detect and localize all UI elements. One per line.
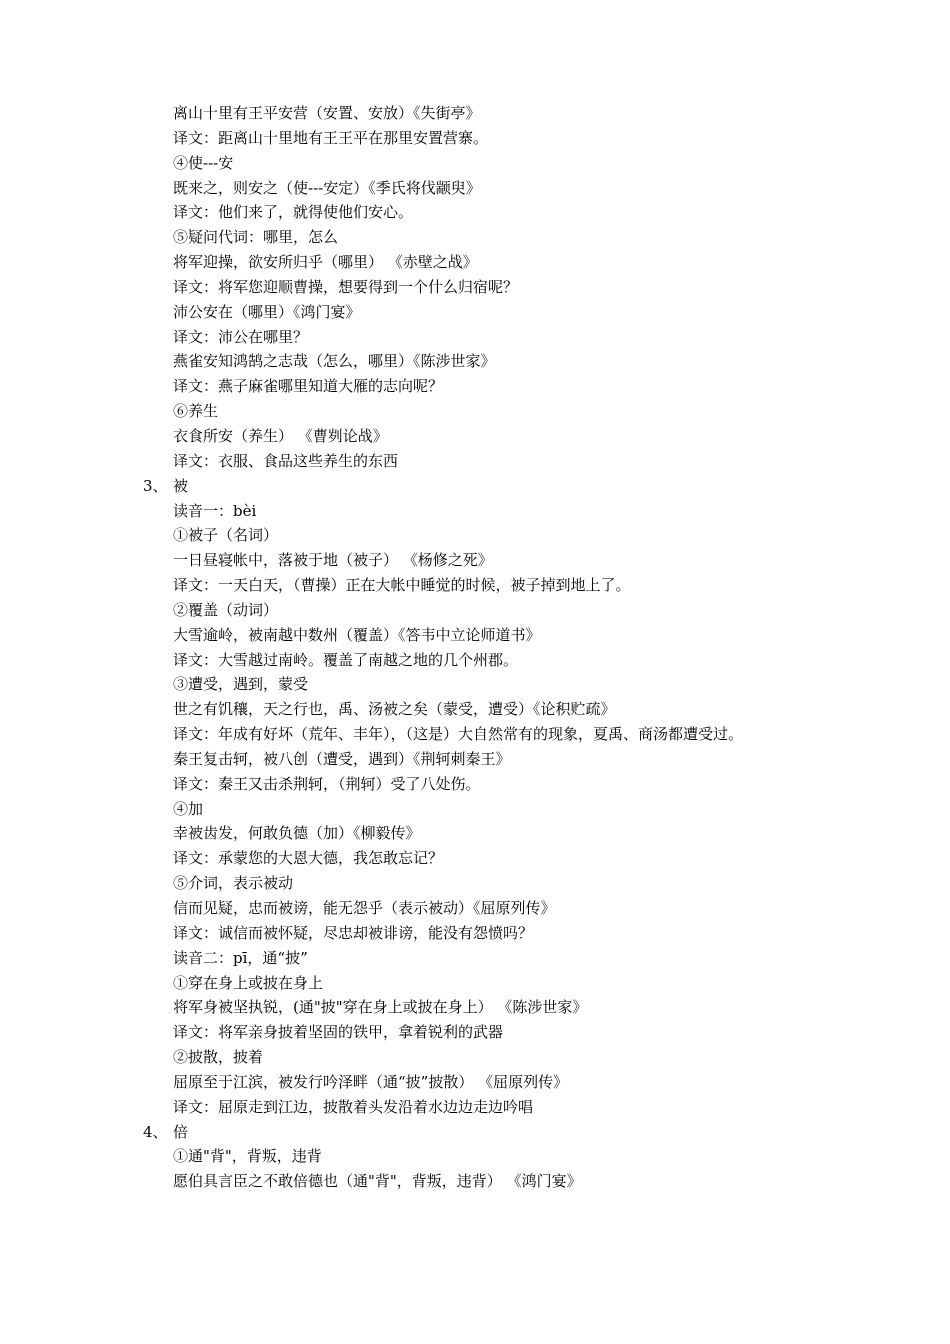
text-line: 一日昼寝帐中，落被于地（被子） 《杨修之死》: [173, 551, 493, 570]
section-heading: [0, 474, 950, 499]
text-line: ③遭受，遇到，蒙受: [173, 675, 309, 694]
text-line: 信而见疑，忠而被谤，能无怨乎（表示被动）《屈原列传》: [173, 899, 556, 917]
text-line: 大雪逾岭，被南越中数州（覆盖）《答韦中立论师道书》: [173, 625, 541, 644]
text-line: ②覆盖（动词）: [173, 600, 279, 619]
text-line: 读音二：pī，通“披”: [173, 948, 308, 967]
text-line: 译文：燕子麻雀哪里知道大雁的志向呢？: [173, 377, 444, 396]
text-line: 译文：承蒙您的大恩大德，我怎敢忘记？: [173, 849, 444, 868]
text-line: 译文：将军您迎顺曹操，想要得到一个什么归宿呢？: [173, 277, 519, 296]
text-line: 将军身被坚执锐，(通"披"穿在身上或披在身上） 《陈涉世家》: [173, 998, 588, 1017]
text-line: 译文：屈原走到江边，披散着头发沿着水边边走边吟唱: [173, 1097, 534, 1116]
text-line: 译文：衣服、食品这些养生的东西: [173, 451, 399, 470]
section-number: 4、: [143, 1122, 168, 1141]
text-line: 译文：一天白天，（曹操）正在大帐中睡觉的时候，被子掉到地上了。: [173, 576, 631, 595]
text-line: ⑤疑问代词：哪里，怎么: [173, 228, 339, 247]
section-title: 被: [173, 476, 189, 495]
text-line: 离山十里有王平安营（安置、安放）《失街亭》: [173, 104, 481, 122]
text-line: 愿伯具言臣之不敢倍德也（通"背"，背叛，违背） 《鸿门宴》: [173, 1172, 582, 1191]
text-line: 衣食所安（养生） 《曹刿论战》: [173, 426, 388, 445]
text-line: 沛公安在（哪里）《鸿门宴》: [173, 302, 361, 321]
section-heading: [0, 1120, 950, 1145]
text-line: 幸被齿发，何敢负德（加）《柳毅传》: [173, 824, 421, 843]
text-line: 燕雀安知鸿鹄之志哉（怎么，哪里）《陈涉世家》: [173, 352, 496, 371]
text-line: 译文：沛公在哪里？: [173, 327, 309, 346]
text-line: 秦王复击轲，被八创（遭受，遇到）《荆轲刺秦王》: [173, 749, 511, 768]
text-line: 译文：将军亲身披着坚固的铁甲，拿着锐利的武器: [173, 1023, 504, 1042]
text-line: 译文：诚信而被怀疑，尽忠却被诽谤，能没有怨愤吗？: [173, 923, 534, 942]
text-line: ①通"背"，背叛，违背: [173, 1147, 322, 1166]
text-line: ④使---安: [173, 153, 234, 172]
text-line: 将军迎操，欲安所归乎（哪里） 《赤壁之战》: [173, 253, 478, 272]
text-line: ⑤介词，表示被动: [173, 874, 294, 893]
text-line: ①被子（名词）: [173, 526, 279, 545]
section-number: 3、: [143, 476, 168, 495]
text-line: 读音一：bèi: [173, 501, 257, 520]
text-line: 译文：大雪越过南岭。覆盖了南越之地的几个州郡。: [173, 650, 519, 669]
text-line: ④加: [173, 799, 204, 818]
text-line: 既来之，则安之（使---安定）《季氏将伐颛臾》: [173, 178, 481, 197]
text-line: 屈原至于江滨，被发行吟泽畔（通“披”披散） 《屈原列传》: [173, 1072, 569, 1091]
text-line: 译文：年成有好坏（荒年、丰年），（这是）大自然常有的现象，夏禹、商汤都遭受过。: [173, 725, 744, 744]
text-line: 译文：秦王又击杀荆轲，（荆轲）受了八处伤。: [173, 774, 481, 793]
text-line: 译文：他们来了，就得使他们安心。: [173, 203, 414, 222]
text-line: 译文：距离山十里地有王王平在那里安置营寨。: [173, 128, 489, 147]
text-line: ①穿在身上或披在身上: [173, 973, 324, 992]
document-body: [0, 101, 950, 1194]
text-line: ⑥养生: [173, 402, 219, 421]
text-line: ②披散，披着: [173, 1048, 264, 1067]
text-line: 世之有饥穰，天之行也，禹、汤被之矣（蒙受，遭受）《论积贮疏》: [173, 700, 616, 719]
section-title: 倍: [173, 1122, 189, 1141]
